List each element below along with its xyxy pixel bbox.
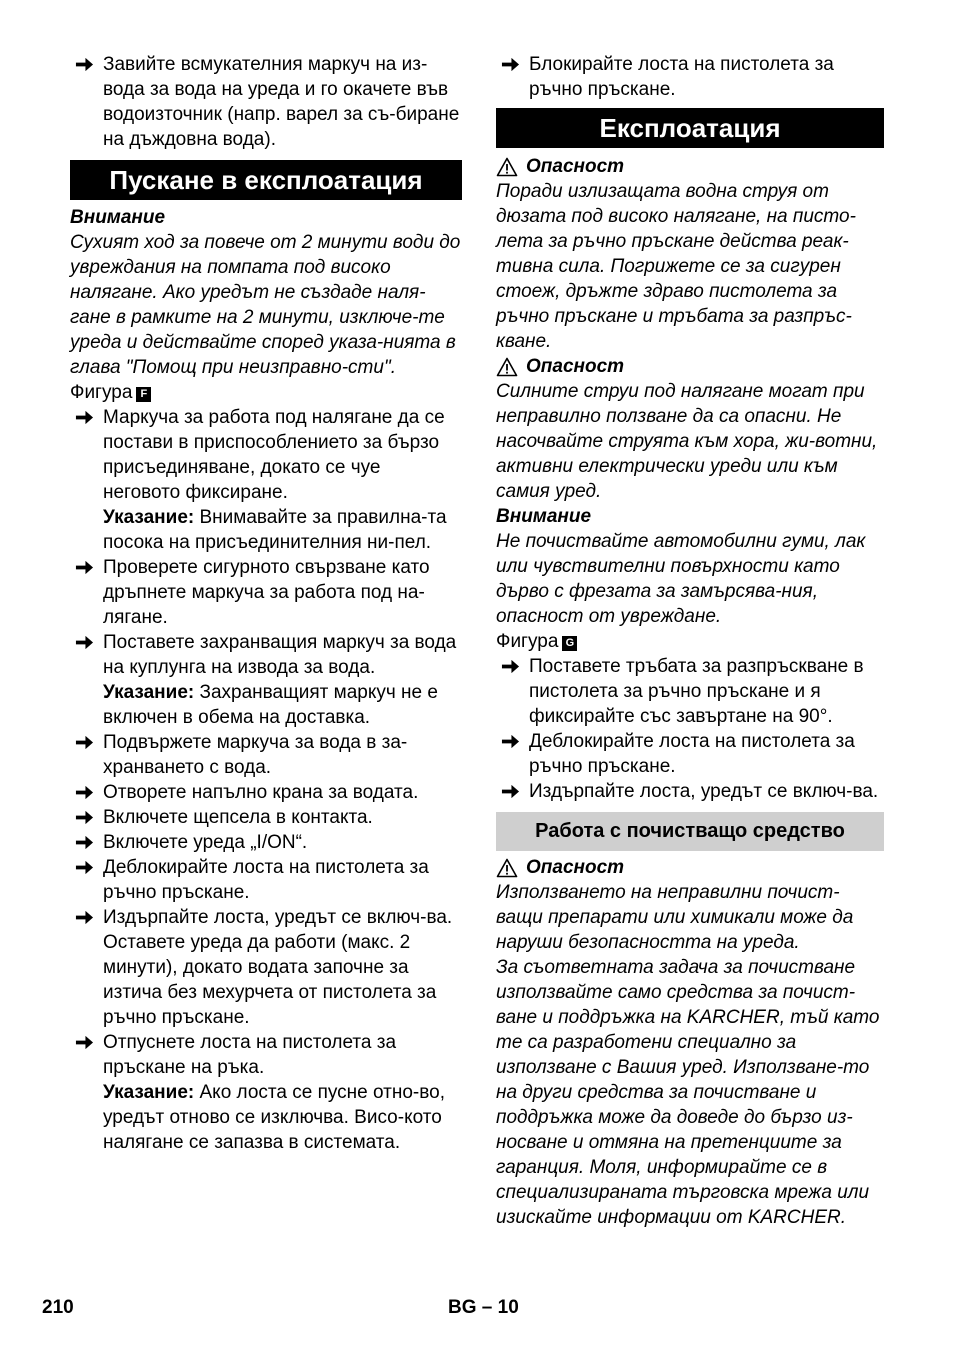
note-text: Захранващият маркуч не е включен в обема на доставка. xyxy=(103,682,438,728)
list-item xyxy=(70,805,462,830)
note-text: Ако лоста се пусне отно-во, уредът отново се изключва. Висо-кото налягане се запазва в системата. xyxy=(103,1082,445,1153)
arrow-right-icon xyxy=(75,908,94,927)
list-item xyxy=(496,52,884,102)
arrow-right-icon xyxy=(75,858,94,877)
danger-heading xyxy=(496,154,884,179)
note xyxy=(70,680,462,730)
arrow-right-icon xyxy=(75,733,94,752)
page-label: BG – 10 xyxy=(448,1297,519,1318)
warning-text: Не почиствайте автомобилни гуми, лак или чувствителни повърхности като дърво с фрезата за замърсява-ния, опасност от увреждане. xyxy=(496,531,866,627)
list-item-text: Издърпайте лоста, уредът се включ-ва. xyxy=(103,907,453,928)
list-item xyxy=(70,52,462,152)
list-item xyxy=(70,1030,462,1080)
list-item xyxy=(70,555,462,630)
figure-reference xyxy=(70,380,462,405)
section-title-operation: Експлоатация xyxy=(496,108,884,148)
list-item-text: Деблокирайте лоста на пистолета за ръчно пръскане. xyxy=(103,857,429,903)
list-item-continuation: Оставете уреда да работи (макс. 2 минути), докато водата започне за изтича без мехурчета от пистолета за ръчно пръскане. xyxy=(103,932,437,1028)
figure-letter-badge: G xyxy=(562,636,577,651)
warning-triangle-icon xyxy=(496,858,518,878)
figure-label: Фигура xyxy=(496,631,559,652)
figure-label: Фигура xyxy=(70,382,133,403)
figure-letter-badge: F xyxy=(136,387,151,402)
list-item xyxy=(70,405,462,505)
warning-text: Сухият ход за повече от 2 минути води до увреждания на помпата под високо налягане. Ако уредът не създаде наля-гане в рамките на 2 минути, изключе-те уреда и действайте според указа-нията в глава "Помощ при неизправно-сти". xyxy=(70,232,461,378)
list-item-text: Издърпайте лоста, уредът се включ-ва. xyxy=(529,781,879,802)
list-item-text: Включете уреда „I/ON“. xyxy=(103,832,308,853)
list-item-text: Поставете тръбата за разпръскване в пистолета за ръчно пръскане и я фиксирайте със завъртане на 90°. xyxy=(529,656,864,727)
arrow-right-icon xyxy=(75,633,94,652)
arrow-right-icon xyxy=(501,55,520,74)
list-item xyxy=(70,905,462,930)
figure-reference xyxy=(496,629,884,654)
list-item xyxy=(70,830,462,855)
list-item-text: Поставете захранващия маркуч за вода на куплунга на извода за вода. xyxy=(103,632,457,678)
list-item-text: Завийте всмукателния маркуч на из-вода за вода на уреда и го окачете във водоизточник (напр. варел за съ-биране на дъждовна вода). xyxy=(103,54,460,150)
arrow-right-icon xyxy=(75,808,94,827)
warning-heading: Внимание xyxy=(496,506,592,527)
danger-label: Опасност xyxy=(526,356,625,377)
left-column xyxy=(70,52,462,1155)
list-item xyxy=(496,654,884,729)
right-column xyxy=(496,52,884,1230)
arrow-right-icon xyxy=(75,408,94,427)
list-item-text: Блокирайте лоста на пистолета за ръчно пръскане. xyxy=(529,54,834,100)
list-item xyxy=(70,730,462,780)
subsection-title-detergent: Работа с почистващо средство xyxy=(496,812,884,851)
detergent-paragraph: За съответната задача за почистване използвайте само средства за почист-ване и поддръжка на KARCHER, тъй като те са разработени специално за използване с Вашия уред. Използване-то на други средства за почистване и поддръжка може да доведе до бързо из-носване и отмяна на претенциите за гаранция. Моля, информирайте се в специализираната търговска мрежа или изискайте информации от KARCHER. xyxy=(496,957,880,1228)
danger-text: Поради излизащата водна струя от дюзата под високо налягане, на писто-лета за ръчно пръскане действа реак-тивна сила. Погрижете се за сигурен стоеж, дръжте здраво пистолета за ръчно пръскане и тръбата за разпръс-кване. xyxy=(496,181,856,352)
arrow-right-icon xyxy=(501,657,520,676)
danger-text: Силните струи под налягане могат при неправилно ползване да са опасни. Не насочвайте струята към хора, жи-вотни, активни електрически уреди или към самия уред. xyxy=(496,381,878,502)
warning-heading: Внимание xyxy=(70,207,166,228)
page-number: 210 xyxy=(42,1297,74,1318)
list-item xyxy=(496,779,884,804)
danger-text: Използването на неправилни почист-ващи препарати или химикали може да наруши безопасността на уреда. xyxy=(496,882,854,953)
arrow-right-icon xyxy=(501,732,520,751)
note-label: Указание: xyxy=(103,1082,195,1103)
section-title-startup: Пускане в експлоатация xyxy=(70,160,462,200)
danger-label: Опасност xyxy=(526,156,625,177)
list-item xyxy=(496,729,884,779)
warning-triangle-icon xyxy=(496,357,518,377)
note xyxy=(70,505,462,555)
list-item-text: Включете щепсела в контакта. xyxy=(103,807,373,828)
note-label: Указание: xyxy=(103,507,195,528)
list-item xyxy=(70,630,462,680)
note xyxy=(70,1080,462,1155)
list-item xyxy=(70,855,462,905)
list-item-text: Проверете сигурното свързване като дръпнете маркуча за работа под на-лягане. xyxy=(103,557,430,628)
arrow-right-icon xyxy=(75,558,94,577)
danger-heading xyxy=(496,354,884,379)
list-item-text: Отворете напълно крана за водата. xyxy=(103,782,419,803)
arrow-right-icon xyxy=(75,55,94,74)
note-label: Указание: xyxy=(103,682,195,703)
list-item-text: Подвържете маркуча за вода в за-хранването с вода. xyxy=(103,732,408,778)
list-item-text: Маркуча за работа под налягане да се постави в приспособлението за бързо присъединяване, докато се чуе неговото фиксиране. xyxy=(103,407,445,503)
list-item-text: Отпуснете лоста на пистолета за пръскане на ръка. xyxy=(103,1032,397,1078)
arrow-right-icon xyxy=(75,1033,94,1052)
note-text: Внимавайте за правилна-та посока на присъединителния ни-пел. xyxy=(103,507,447,553)
danger-heading xyxy=(496,855,884,880)
danger-label: Опасност xyxy=(526,857,625,878)
warning-triangle-icon xyxy=(496,157,518,177)
arrow-right-icon xyxy=(501,782,520,801)
arrow-right-icon xyxy=(75,833,94,852)
list-item-text: Деблокирайте лоста на пистолета за ръчно пръскане. xyxy=(529,731,855,777)
list-item xyxy=(70,780,462,805)
arrow-right-icon xyxy=(75,783,94,802)
